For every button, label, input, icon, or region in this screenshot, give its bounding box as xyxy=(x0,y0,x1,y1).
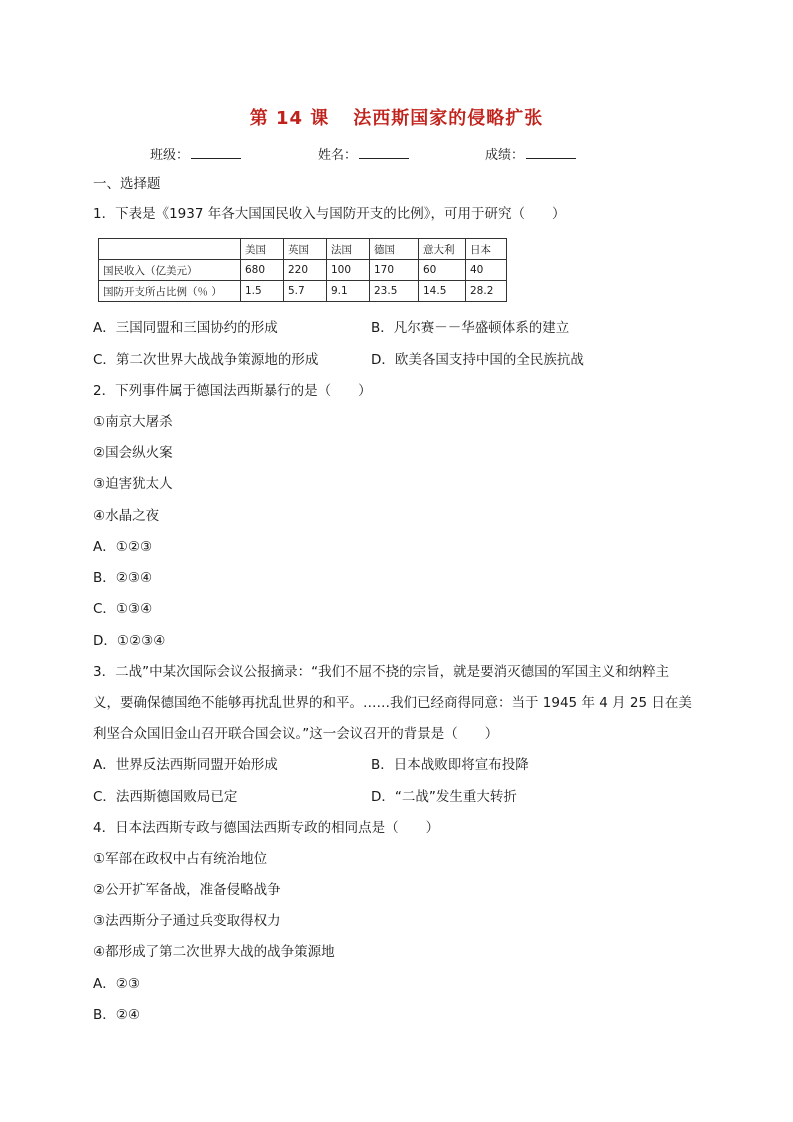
table-cell: 1.5 xyxy=(241,281,284,302)
q2-item: ④水晶之夜 xyxy=(93,508,160,524)
table-cell: 220 xyxy=(284,260,327,281)
q2-item: ③迫害犹太人 xyxy=(93,476,173,492)
class-label: 班级： xyxy=(150,148,190,163)
table-cell: 意大利 xyxy=(419,239,466,260)
table-cell: 9.1 xyxy=(327,281,370,302)
table-cell: 23.5 xyxy=(370,281,419,302)
q3-option-b[interactable]: B．日本战败即将宣布投降 xyxy=(371,757,529,773)
q4-stem: 4．日本法西斯专政与德国法西斯专政的相同点是（ ） xyxy=(93,820,440,836)
q3-option-d[interactable]: D．“二战”发生重大转折 xyxy=(371,789,517,805)
table-row xyxy=(99,260,507,281)
section-heading: 一、选择题 xyxy=(93,176,161,192)
q2-option-d[interactable]: D．①②③④ xyxy=(93,633,166,649)
q3-stem-line1: 3．二战”中某次国际会议公报摘录：“我们不屈不挠的宗旨，就是要消灭德国的军国主义和纳粹主 xyxy=(93,664,670,680)
q1-option-d[interactable]: D．欧美各国支持中国的全民族抗战 xyxy=(371,352,584,368)
q1-option-c[interactable]: C．第二次世界大战战争策源地的形成 xyxy=(93,352,319,368)
q4-item: ③法西斯分子通过兵变取得权力 xyxy=(93,913,281,929)
class-field xyxy=(150,144,241,163)
table-cell: 680 xyxy=(241,260,284,281)
table-cell: 法国 xyxy=(327,239,370,260)
q3-option-a[interactable]: A．世界反法西斯同盟开始形成 xyxy=(93,757,278,773)
name-field xyxy=(318,144,409,163)
q4-item: ①军部在政权中占有统治地位 xyxy=(93,851,268,867)
table-cell: 日本 xyxy=(466,239,507,260)
table-cell: 60 xyxy=(419,260,466,281)
name-blank[interactable] xyxy=(359,146,409,159)
table-cell: 英国 xyxy=(284,239,327,260)
table-cell: 5.7 xyxy=(284,281,327,302)
table-cell: 美国 xyxy=(241,239,284,260)
table-cell: 100 xyxy=(327,260,370,281)
score-label: 成绩： xyxy=(485,148,525,163)
class-blank[interactable] xyxy=(191,146,241,159)
q1-option-b[interactable]: B．凡尔赛－－华盛顿体系的建立 xyxy=(371,320,570,336)
name-label: 姓名： xyxy=(318,148,358,163)
q2-option-a[interactable]: A．①②③ xyxy=(93,539,153,555)
q3-stem-line3: 利坚合众国旧金山召开联合国会议。”这一会议召开的背景是（ ） xyxy=(93,726,499,742)
q2-stem: 2．下列事件属于德国法西斯暴行的是（ ） xyxy=(93,383,372,399)
q2-option-b[interactable]: B．②③④ xyxy=(93,570,153,586)
table-cell: 德国 xyxy=(370,239,419,260)
table-cell: 国民收入（亿美元） xyxy=(99,260,241,281)
table-cell: 170 xyxy=(370,260,419,281)
lesson-number: 第 14 课 xyxy=(249,108,330,129)
q4-item: ②公开扩军备战，准备侵略战争 xyxy=(93,882,281,898)
q2-item: ①南京大屠杀 xyxy=(93,414,173,430)
q3-stem-line2: 义，要确保德国绝不能够再扰乱世界的和平。……我们已经商得同意：当于 1945 年 4 月 25 日在美 xyxy=(93,695,692,711)
q4-option-a[interactable]: A．②③ xyxy=(93,976,140,992)
table-cell xyxy=(99,239,241,260)
table-row xyxy=(99,281,507,302)
table-header-row xyxy=(99,239,507,260)
q4-option-b[interactable]: B．②④ xyxy=(93,1007,140,1023)
table-cell: 28.2 xyxy=(466,281,507,302)
score-blank[interactable] xyxy=(526,146,576,159)
q4-item: ④都形成了第二次世界大战的战争策源地 xyxy=(93,944,335,960)
score-field xyxy=(485,144,576,163)
q2-item: ②国会纵火案 xyxy=(93,445,173,461)
lesson-name: 法西斯国家的侵略扩张 xyxy=(353,108,544,129)
q1-option-a[interactable]: A．三国同盟和三国协约的形成 xyxy=(93,320,278,336)
q2-option-c[interactable]: C．①③④ xyxy=(93,601,153,617)
data-table xyxy=(98,238,507,302)
q3-option-c[interactable]: C．法西斯德国败局已定 xyxy=(93,789,238,805)
table-cell: 14.5 xyxy=(419,281,466,302)
page-title xyxy=(0,104,793,130)
q1-stem: 1．下表是《1937 年各大国国民收入与国防开支的比例》，可用于研究（ ） xyxy=(93,206,566,222)
table-cell: 国防开支所占比例（％ ） xyxy=(99,281,241,302)
table-cell: 40 xyxy=(466,260,507,281)
